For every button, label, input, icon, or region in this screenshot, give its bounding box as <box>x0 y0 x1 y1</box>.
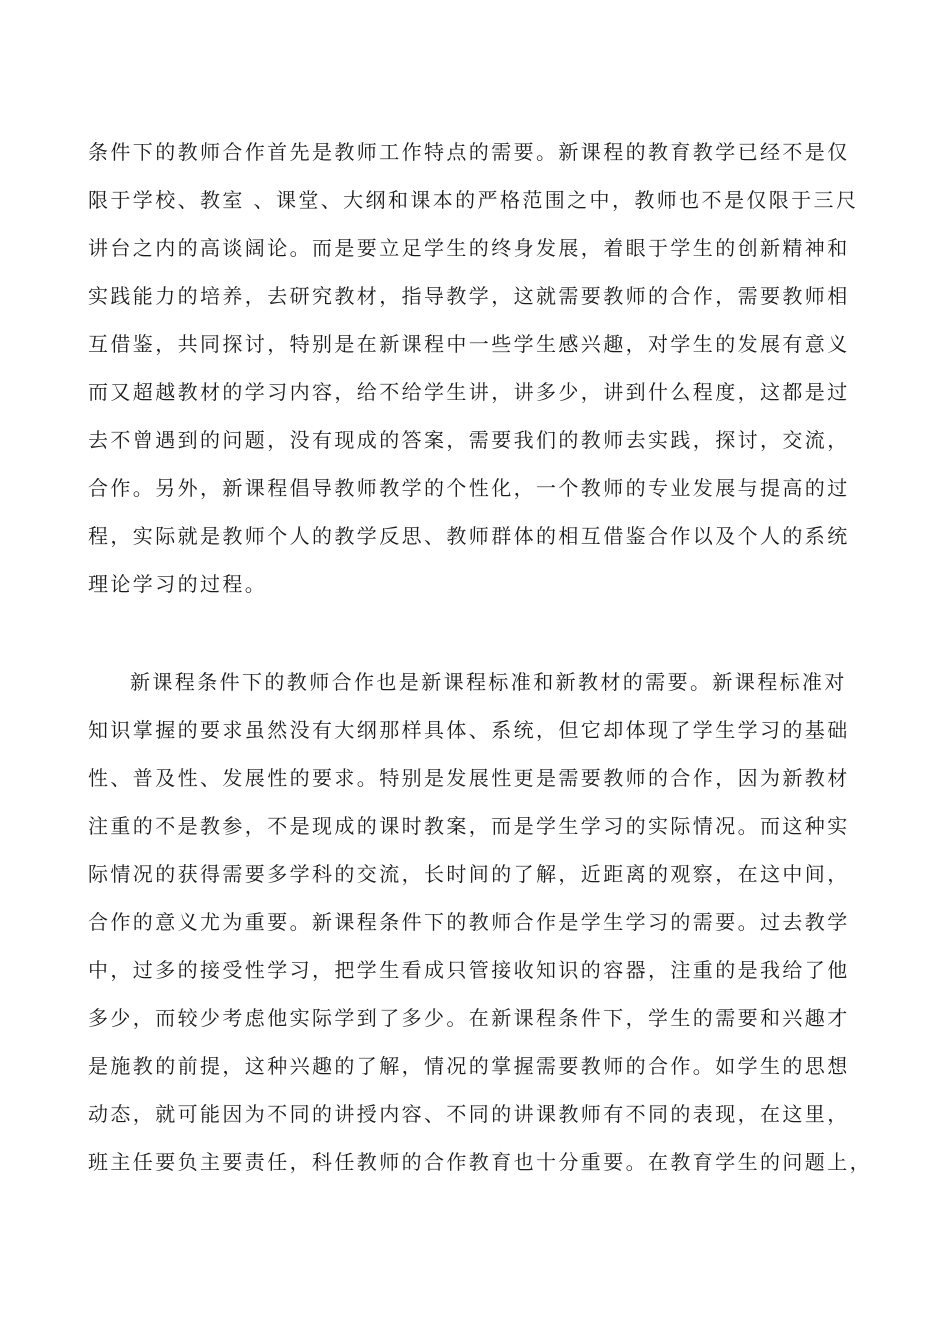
paragraph-teacher-work-needs <box>88 128 868 608</box>
text-line: 条件下的教师合作首先是教师工作特点的需要。新课程的教育教学已经不是仅 <box>88 140 850 164</box>
text-line: 班主任要负主要责任，科任教师的合作教育也十分重要。在教育学生的问题上， <box>88 1150 872 1174</box>
text-line: 际情况的获得需要多学科的交流，长时间的了解，近距离的观察，在这中间， <box>88 862 850 886</box>
text-line: 合作。另外，新课程倡导教师教学的个性化，一个教师的专业发展与提高的过 <box>88 476 850 500</box>
text-line: 动态，就可能因为不同的讲授内容、不同的讲课教师有不同的表现，在这里， <box>88 1102 850 1126</box>
text-line-indented: 新课程条件下的教师合作也是新课程标准和新教材的需要。新课程标准对 <box>130 670 847 694</box>
text-line: 多少，而较少考虑他实际学到了多少。在新课程条件下，学生的需要和兴趣才 <box>88 1006 850 1030</box>
text-line: 而又超越教材的学习内容，给不给学生讲，讲多少，讲到什么程度，这都是过 <box>88 380 850 404</box>
text-line: 限于学校、教室 、课堂、大纲和课本的严格范围之中，教师也不是仅限于三尺 <box>88 188 859 212</box>
text-line: 去不曾遇到的问题，没有现成的答案，需要我们的教师去实践，探讨，交流， <box>88 428 850 452</box>
text-line: 互借鉴，共同探讨，特别是在新课程中一些学生感兴趣，对学生的发展有意义 <box>88 332 850 356</box>
text-line: 程，实际就是教师个人的教学反思、教师群体的相互借鉴合作以及个人的系统 <box>88 524 850 548</box>
text-line: 合作的意义尤为重要。新课程条件下的教师合作是学生学习的需要。过去教学 <box>88 910 850 934</box>
text-line: 讲台之内的高谈阔论。而是要立足学生的终身发展，着眼于学生的创新精神和 <box>88 236 850 260</box>
text-line: 实践能力的培养，去研究教材，指导教学，这就需要教师的合作，需要教师相 <box>88 284 850 308</box>
text-line: 知识掌握的要求虽然没有大纲那样具体、系统，但它却体现了学生学习的基础 <box>88 718 850 742</box>
text-line: 中，过多的接受性学习，把学生看成只管接收知识的容器，注重的是我给了他 <box>88 958 850 982</box>
text-line: 是施教的前提，这种兴趣的了解，情况的掌握需要教师的合作。如学生的思想 <box>88 1054 850 1078</box>
paragraph-curriculum-standards <box>88 658 872 1186</box>
text-line: 理论学习的过程。 <box>88 572 268 596</box>
text-line: 性、普及性、发展性的要求。特别是发展性更是需要教师的合作，因为新教材 <box>88 766 850 790</box>
text-line: 注重的不是教参，不是现成的课时教案，而是学生学习的实际情况。而这种实 <box>88 814 850 838</box>
